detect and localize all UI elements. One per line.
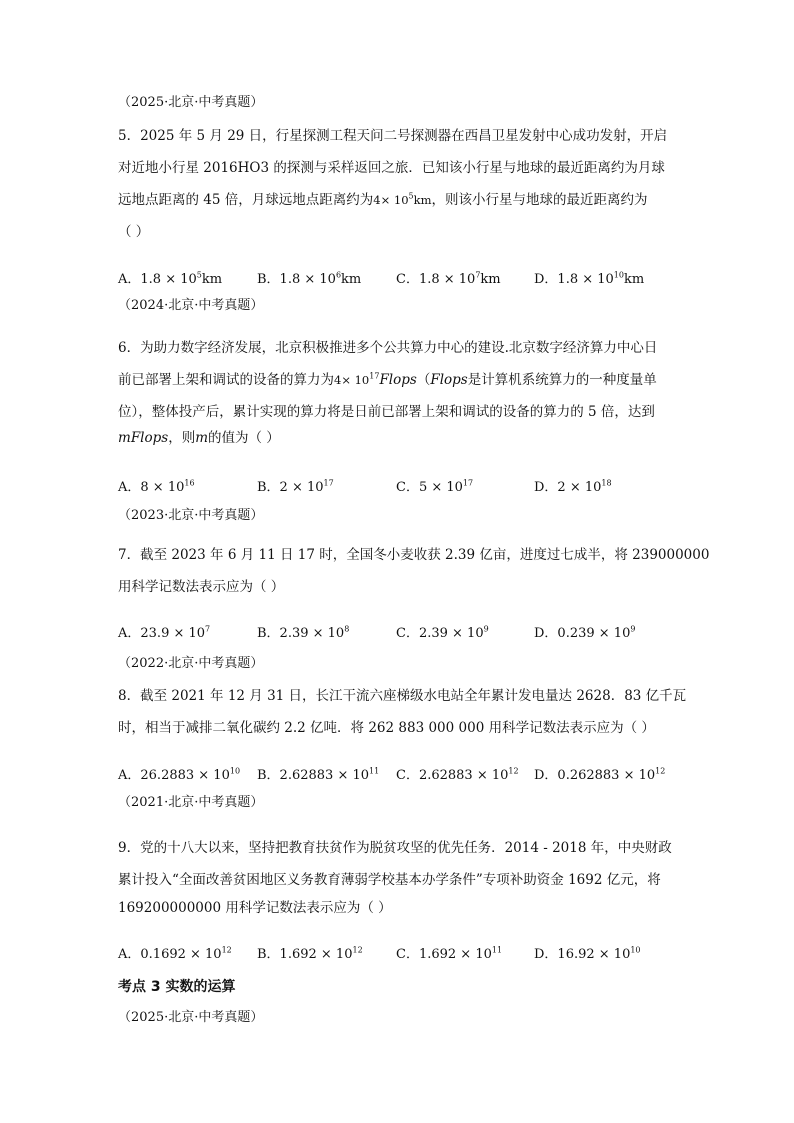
unit: km: [413, 193, 432, 207]
option-b[interactable]: B．$2.62883 \times 10^{11}$: [257, 766, 380, 783]
option-c[interactable]: C．$1.8 \times 10^7km$: [396, 270, 501, 287]
option-d[interactable]: D．$1.8 \times 10^{10}km$: [534, 270, 645, 287]
option-a[interactable]: A．$23.9 \times 10^7$: [118, 624, 211, 641]
question-5-line-3: [118, 190, 647, 210]
question-9-line-1: 9．党的十八大以来，坚持把教育扶贫作为脱贫攻坚的优先任务．2014 - 2018 年，中央财政: [118, 840, 672, 856]
question-text: 是计算机系统算力的一种度量单: [467, 372, 657, 388]
question-5-line-1: 5．2025 年 5 月 29 日，行星探测工程天问二号探测器在西昌卫星发射中心成功发射，开启: [118, 128, 668, 144]
source-label: （2025·北京·中考真题）: [118, 95, 264, 110]
option-d[interactable]: D．$2 \times 10^{18}$: [534, 478, 612, 495]
source-label: （2021·北京·中考真题）: [118, 795, 264, 810]
unit: Flops: [379, 372, 417, 388]
option-a[interactable]: A．$8 \times 10^{16}$: [118, 478, 195, 495]
source-label: （2024·北京·中考真题）: [118, 298, 264, 313]
question-text: 远地点距离的 45 倍，月球远地点距离约为: [118, 192, 374, 208]
question-5-line-4: （ ）: [118, 224, 150, 240]
exponent: 5: [408, 191, 414, 201]
question-6-line-2: [118, 370, 657, 390]
source-label: （2022·北京·中考真题）: [118, 656, 264, 671]
question-9-line-3: 169200000000 用科学记数法表示应为（ ）: [118, 900, 392, 916]
option-c[interactable]: C．$1.692 \times 10^{11}$: [396, 945, 503, 962]
source-label: （2023·北京·中考真题）: [118, 508, 264, 523]
option-a[interactable]: A．$1.8 \times 10^5km$: [118, 270, 223, 287]
question-9-options: [118, 943, 698, 963]
question-7-line-2: 用科学记数法表示应为（ ）: [118, 579, 285, 595]
option-d[interactable]: D．$0.262883 \times 10^{12}$: [534, 766, 666, 783]
question-9-line-2: 累计投入“全面改善贫困地区义务教育薄弱学校基本办学条件”专项补助资金 1692 亿元，将: [118, 872, 661, 888]
option-b[interactable]: B．$1.8 \times 10^6km$: [257, 270, 362, 287]
option-a[interactable]: A．$0.1692 \times 10^{12}$: [118, 945, 232, 962]
question-8-line-2: 时，相当于减排二氧化碳约 2.2 亿吨．将 262 883 000 000 用科学记数法表示应为（ ）: [118, 720, 655, 736]
question-7-line-1: 7．截至 2023 年 6 月 11 日 17 时，全国冬小麦收获 2.39 亿亩，进度过七成半，将 239000000: [118, 547, 710, 563]
source-label: （2025·北京·中考真题）: [118, 1010, 264, 1025]
sci-number: 4× 10: [373, 193, 409, 207]
option-b[interactable]: B．$2 \times 10^{17}$: [257, 478, 334, 495]
question-text: 前已部署上架和调试的设备的算力为: [118, 372, 334, 388]
option-c[interactable]: C．$2.62883 \times 10^{12}$: [396, 766, 519, 783]
question-6-line-3: 位），整体投产后，累计实现的算力将是日前已部署上架和调试的设备的算力的 5 倍，达到: [118, 404, 655, 420]
question-7-options: [118, 622, 698, 642]
question-8-line-1: 8．截至 2021 年 12 月 31 日，长江干流六座梯级水电站全年累计发电量达 2628．83 亿千瓦: [118, 688, 687, 704]
question-text: 的值为（ ）: [208, 430, 280, 446]
question-6-options: [118, 476, 698, 496]
question-text: ，则: [168, 430, 196, 446]
exponent: 17: [369, 371, 380, 381]
sci-number: 4× 10: [334, 373, 370, 387]
option-d[interactable]: D．$0.239 \times 10^9$: [534, 624, 636, 641]
question-5-line-2: 对近地小行星 2016HO3 的探测与采样返回之旅．已知该小行星与地球的最近距离约为月球: [118, 160, 665, 176]
question-text: ，则该小行星与地球的最近距离约为: [431, 192, 648, 208]
unit: Flops: [430, 372, 468, 388]
variable: m: [118, 430, 131, 446]
question-8-options: [118, 764, 698, 784]
option-b[interactable]: B．$1.692 \times 10^{12}$: [257, 945, 363, 962]
question-6-line-4: [118, 428, 280, 448]
question-text: （: [416, 372, 431, 388]
option-b[interactable]: B．$2.39 \times 10^8$: [257, 624, 350, 641]
section-heading: 考点 3 实数的运算: [118, 979, 236, 995]
question-6-line-1: 6．为助力数字经济发展，北京积极推进多个公共算力中心的建设.北京数字经济算力中心日: [118, 340, 658, 356]
option-c[interactable]: C．$5 \times 10^{17}$: [396, 478, 474, 495]
unit: Flops: [130, 430, 169, 446]
option-a[interactable]: A．$26.2883 \times 10^{10}$: [118, 766, 241, 783]
option-c[interactable]: C．$2.39 \times 10^9$: [396, 624, 489, 641]
option-d[interactable]: D．$16.92 \times 10^{10}$: [534, 945, 641, 962]
variable: m: [195, 430, 209, 446]
question-5-options: [118, 268, 698, 288]
